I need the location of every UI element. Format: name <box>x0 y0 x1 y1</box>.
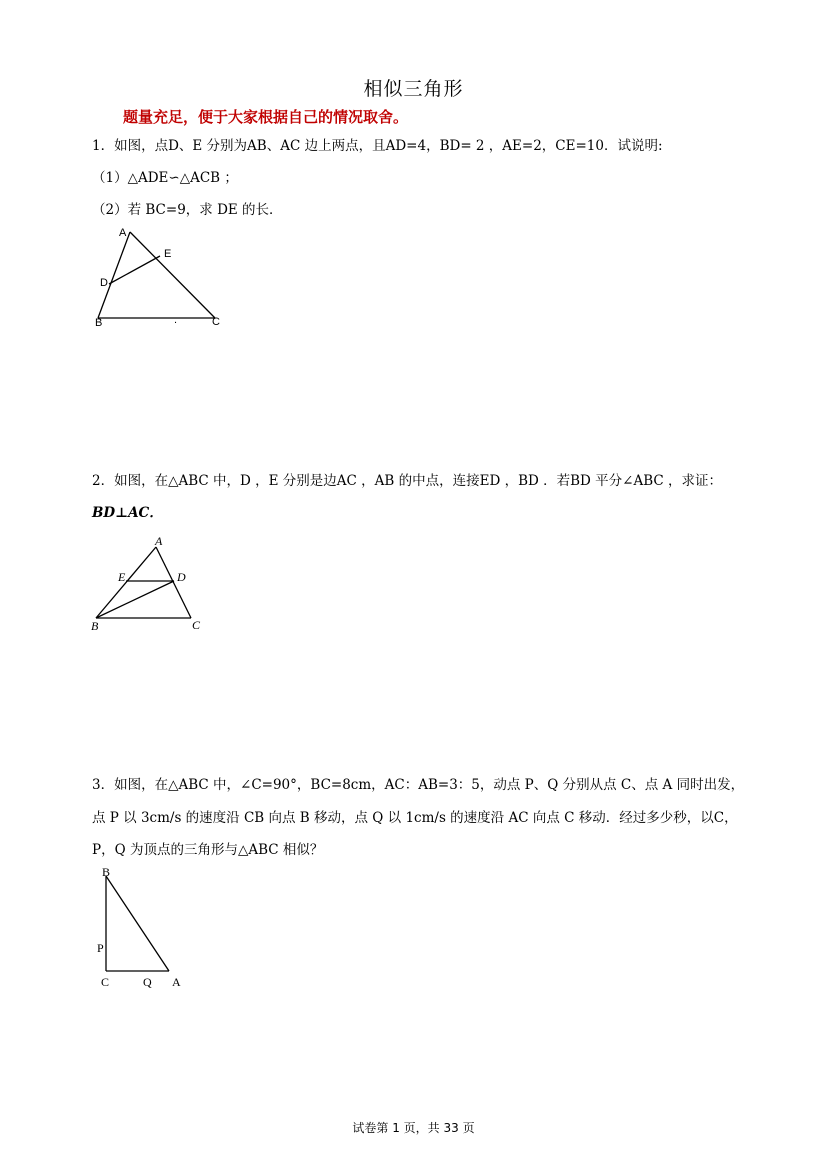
figure-3-label-b: B <box>102 865 111 879</box>
problem-2-figure <box>90 540 210 630</box>
problem-1-statement: 1．如图，点D、E 分别为AB、AC 边上两点，且AD=4，BD= 2 ，AE=2，CE=10．试说明: <box>92 138 663 154</box>
subtitle-note: 题量充足，便于大家根据自己的情况取舍。 <box>123 108 409 126</box>
figure-3-label-c: C <box>101 975 110 989</box>
figure-1-label-a: A <box>119 227 127 239</box>
segment-ac <box>130 232 215 318</box>
problem-2-statement: 2．如图，在△ABC 中，D ，E 分别是边AC ，AB 的中点，连接ED ，BD ．若BD 平分∠ABC ，求证： <box>92 473 722 489</box>
figure-1-label-d: D <box>100 277 108 289</box>
problem-3-figure <box>100 870 180 980</box>
figure-1-label-b: B <box>95 317 103 329</box>
problem-1-part-1: （1）△ADE∽△ACB ； <box>92 170 238 186</box>
problem-3-statement: 3．如图，在△ABC 中，∠C=90°，BC=8cm，AC：AB=3：5，动点 P、Q 分别从点 C、点 A 同时出发， <box>92 777 745 793</box>
problem-2-statement-cont: BD⊥AC． <box>92 505 163 521</box>
problem-1-part-2: （2）若 BC=9，求 DE 的长． <box>92 202 283 218</box>
problem-3-statement-cont-1: 点 P 以 3cm/s 的速度沿 CB 向点 B 移动，点 Q 以 1cm/s 的速度沿 AC 向点 C 移动．经过多少秒，以C， <box>92 810 738 826</box>
figure-1-label-c: C <box>212 316 220 328</box>
figure-1-label-e: E <box>164 248 172 260</box>
segment-de <box>109 256 160 284</box>
segment-ab <box>106 876 169 971</box>
problem-1-figure <box>90 225 230 335</box>
page-footer: 试卷第 1 页，共 33 页 <box>352 1121 475 1135</box>
problem-3-statement-cont-2: P，Q 为顶点的三角形与△ABC 相似？ <box>92 842 324 858</box>
figure-1-label-dot: . <box>174 314 178 326</box>
figure-2-label-a: A <box>155 534 163 548</box>
figure-3-label-a: A <box>172 975 181 989</box>
figure-3-label-p: P <box>97 941 104 955</box>
page-title: 相似三角形 <box>363 78 464 100</box>
figure-3-label-q: Q <box>143 975 152 989</box>
figure-2-label-c: C <box>192 618 201 632</box>
segment-ab <box>96 547 156 618</box>
figure-2-label-e: E <box>118 570 126 584</box>
figure-2-label-d: D <box>177 570 186 584</box>
figure-2-label-b: B <box>91 619 99 633</box>
segment-bd <box>96 581 174 618</box>
